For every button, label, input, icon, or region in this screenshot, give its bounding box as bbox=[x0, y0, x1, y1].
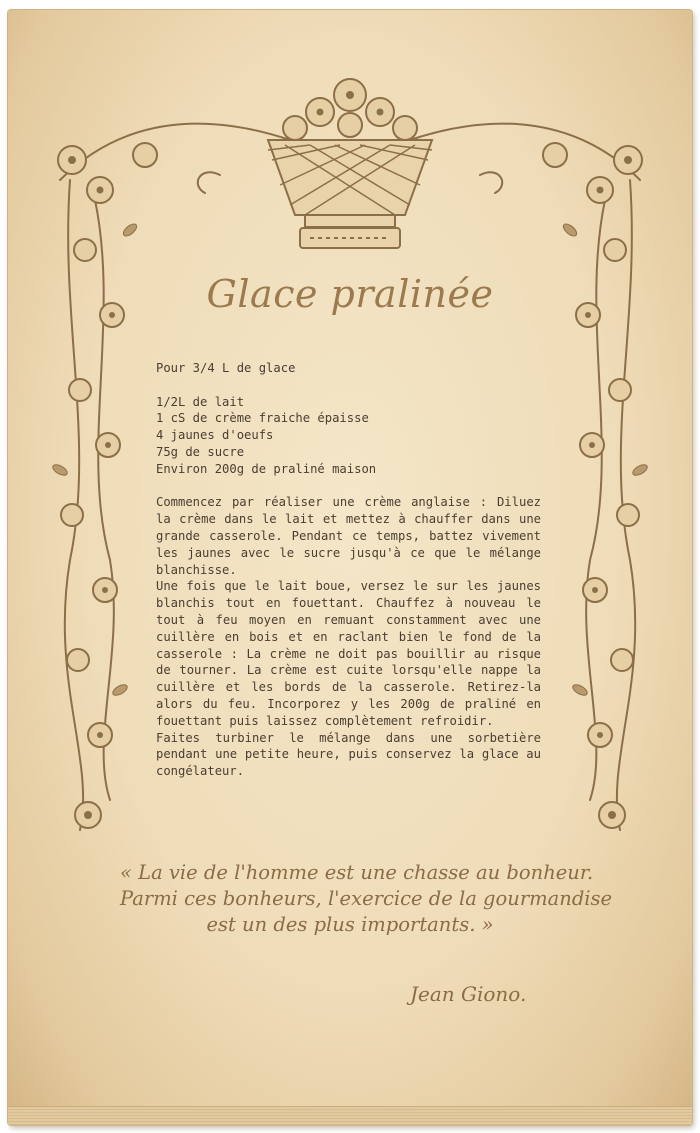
quote-line: « La vie de l'homme est une chasse au bonheur. bbox=[120, 861, 594, 884]
flower-basket bbox=[268, 140, 432, 248]
ingredient-item: 1/2L de lait bbox=[156, 394, 245, 409]
method-paragraph: Commencez par réaliser une crème anglaise : Diluez la crème dans le lait et mettez à chauffer dans une grande casserole. Pendant ce temps, battez vivement les jaunes avec le sucre jusqu'à ce que le mélange blanchisse. bbox=[156, 495, 541, 577]
method-paragraph: Une fois que le lait boue, versez le sur les jaunes blanchis tout en fouettant. Chauffez à nouveau le tout à feu moyen en remuant constamment avec une cuillère en bois et en raclant bien le fond de la casserole : La crème ne doit pas bouillir au risque de tourner. La crème est cuite lorsqu'elle nappe la cuillère et les bords de la casserole. Retirez-la alors du feu. Incorporez y les 200g de praliné en fouettant puis laissez complètement refroidir. bbox=[156, 579, 541, 728]
garland-right bbox=[410, 124, 640, 180]
ingredient-item: Environ 200g de praliné maison bbox=[156, 461, 377, 476]
recipe-yield: Pour 3/4 L de glace bbox=[156, 361, 296, 375]
recipe-title: Glace pralinée bbox=[206, 272, 494, 316]
quote-line: Parmi ces bonheurs, l'exercice de la gourmandise bbox=[120, 887, 613, 910]
garland-left bbox=[60, 124, 290, 180]
quote-block bbox=[120, 860, 613, 938]
ingredient-item: 1 cS de crème fraiche épaisse bbox=[156, 411, 369, 426]
quote-line: est un des plus importants. » bbox=[206, 913, 494, 936]
ingredient-item: 4 jaunes d'oeufs bbox=[156, 428, 274, 443]
method-paragraph: Faites turbiner le mélange dans une sorbetière pendant une petite heure, puis conservez la glace au congélateur. bbox=[156, 730, 541, 779]
quote-author: Jean Giono. bbox=[410, 982, 527, 1006]
recipe-body bbox=[156, 360, 541, 780]
ingredient-item: 75g de sucre bbox=[156, 444, 245, 459]
